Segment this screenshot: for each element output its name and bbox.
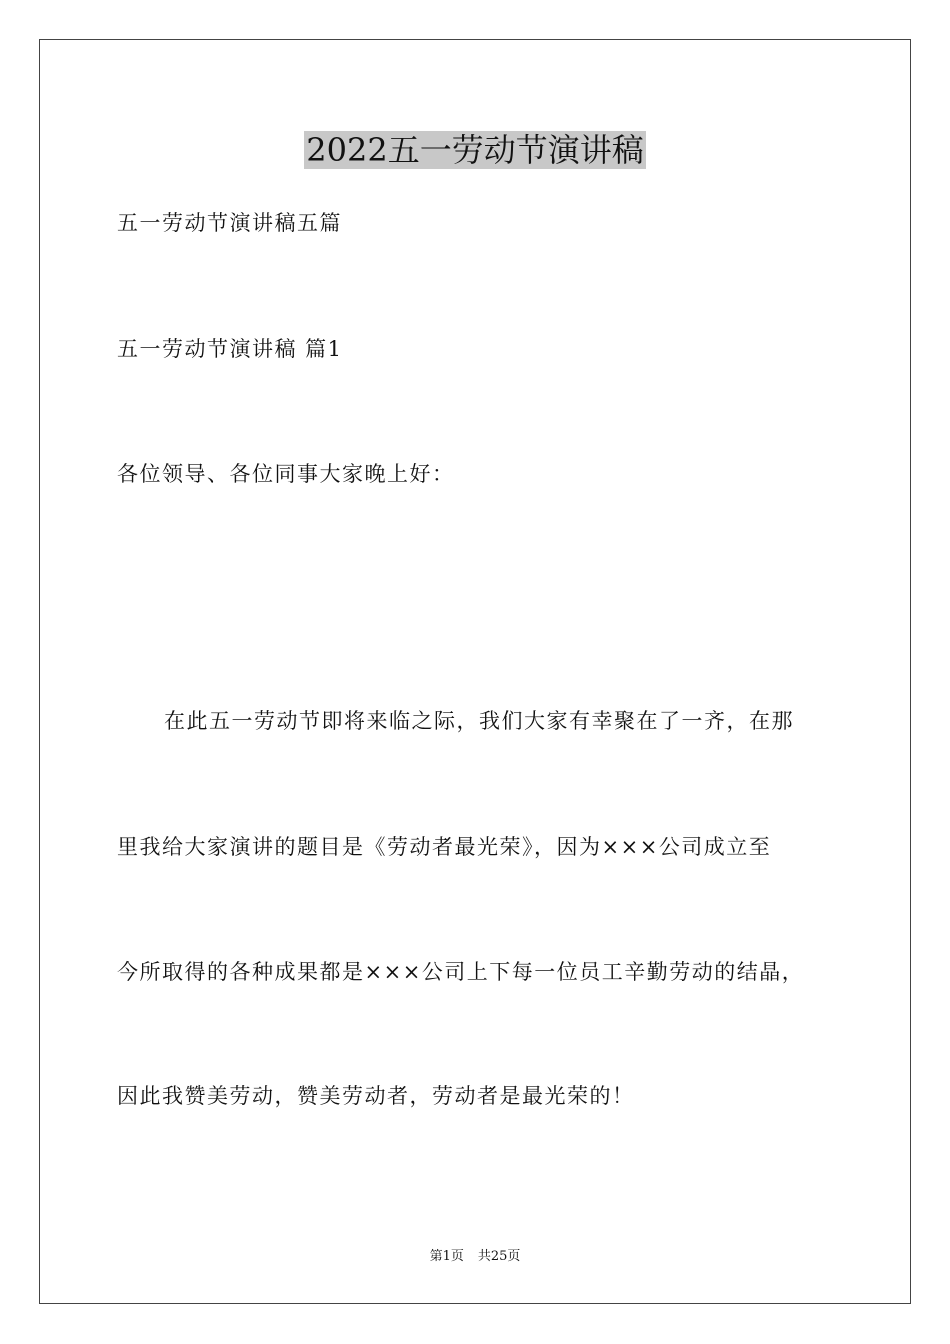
greeting-line: 各位领导、各位同事大家晚上好： xyxy=(117,462,455,486)
paragraph-line: 里我给大家演讲的题目是《劳动者最光荣》，因为×××公司成立至 xyxy=(117,835,772,859)
document-title xyxy=(0,128,950,172)
paragraph-line: 因此我赞美劳动，赞美劳动者，劳动者是最光荣的！ xyxy=(117,1084,635,1108)
paragraph-line: 今所取得的各种成果都是×××公司上下每一位员工辛勤劳动的结晶， xyxy=(117,960,805,984)
page-number-current: 第1页 xyxy=(429,1249,464,1264)
page-footer xyxy=(0,1248,950,1266)
paragraph-line: 在此五一劳动节即将来临之际，我们大家有幸聚在了一齐，在那 xyxy=(164,709,794,733)
page-number-total: 共25页 xyxy=(477,1249,521,1264)
section-heading: 五一劳动节演讲稿 篇1 xyxy=(117,337,343,361)
document-title-text: 2022五一劳动节演讲稿 xyxy=(306,131,644,169)
document-subtitle: 五一劳动节演讲稿五篇 xyxy=(117,211,342,235)
